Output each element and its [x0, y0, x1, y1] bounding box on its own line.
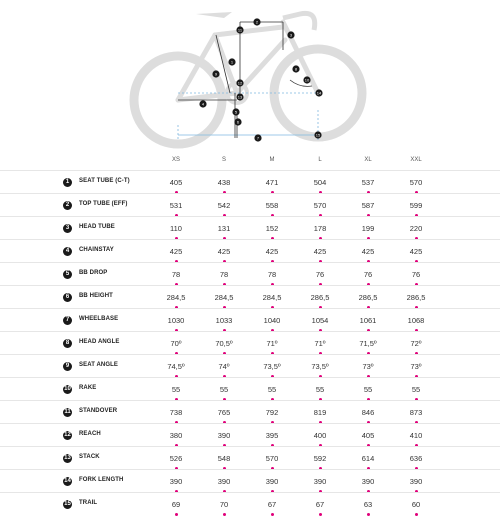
svg-text:3: 3 [289, 32, 293, 38]
size-header-xs: XS [171, 157, 180, 163]
table-row [0, 262, 500, 286]
cell-xl: 63 [363, 500, 373, 509]
cell-xs: 55 [171, 385, 181, 394]
cell-xl: 537 [361, 178, 375, 187]
table-row [0, 170, 500, 194]
cell-s: 765 [217, 408, 231, 417]
row-label: SEAT ANGLE [79, 362, 119, 368]
cell-l: 178 [313, 224, 327, 233]
table-row [0, 216, 500, 240]
cell-s: 390 [217, 477, 231, 486]
table-row [0, 492, 500, 516]
svg-text:12: 12 [237, 80, 243, 86]
cell-xl: 55 [363, 385, 373, 394]
cell-xxl: 286,5 [406, 293, 426, 302]
cell-m: 284,5 [262, 293, 282, 302]
cell-s: 438 [217, 178, 231, 187]
diagram-marker-1 [228, 58, 235, 65]
cell-l: 71º [314, 339, 326, 348]
cell-l: 55 [315, 385, 325, 394]
diagram-marker-8 [292, 65, 299, 72]
cell-xxl: 220 [409, 224, 423, 233]
cell-l: 504 [313, 178, 327, 187]
cell-s: 284,5 [214, 293, 234, 302]
row-number-badge: 11 [64, 409, 71, 415]
diagram-marker-9 [212, 70, 219, 77]
cell-m: 558 [265, 201, 279, 210]
cell-xl: 199 [361, 224, 375, 233]
size-header-m: M [269, 157, 275, 163]
cell-m: 73,5º [263, 362, 281, 371]
cell-xxl: 390 [409, 477, 423, 486]
cell-s: 425 [217, 247, 231, 256]
cell-l: 390 [313, 477, 327, 486]
cell-xxl: 60 [411, 500, 421, 509]
cell-xl: 71,5º [359, 339, 377, 348]
cell-l: 592 [313, 454, 327, 463]
cell-m: 71º [266, 339, 278, 348]
row-number-badge: 2 [63, 201, 72, 210]
cell-l: 286,5 [310, 293, 330, 302]
cell-m: 55 [267, 385, 277, 394]
svg-text:5: 5 [234, 109, 238, 115]
diagram-marker-15 [314, 131, 321, 138]
cell-m: 395 [265, 431, 279, 440]
row-number-badge: 12 [64, 432, 71, 438]
row-label: CHAINSTAY [79, 247, 114, 253]
row-label: FORK LENGTH [79, 477, 124, 483]
cell-m: 425 [265, 247, 279, 256]
cell-xxl: 55 [411, 385, 421, 394]
diagram-marker-4 [199, 100, 206, 107]
cell-xl: 846 [361, 408, 375, 417]
cell-m: 78 [267, 270, 277, 279]
row-label: RAKE [79, 385, 97, 391]
cell-xxl: 410 [409, 431, 423, 440]
saddle [196, 12, 232, 18]
row-label: BB DROP [79, 270, 108, 276]
cell-xs: 405 [169, 178, 183, 187]
cell-l: 819 [313, 408, 327, 417]
size-header-xxl: XXL [410, 157, 422, 163]
cell-l: 570 [313, 201, 327, 210]
cell-xl: 587 [361, 201, 375, 210]
cell-xxl: 76 [411, 270, 421, 279]
svg-text:13: 13 [237, 94, 243, 100]
cell-m: 1040 [263, 316, 281, 325]
diagram-marker-6 [234, 118, 241, 125]
diagram-marker-5 [232, 108, 239, 115]
row-label: SEAT TUBE (C-T) [79, 178, 130, 184]
diagram-marker-2 [253, 18, 260, 25]
table-row [0, 193, 500, 217]
cell-xxl: 72º [410, 339, 422, 348]
cell-xs: 110 [170, 224, 182, 233]
cell-xxl: 1068 [407, 316, 425, 325]
row-label: HEAD ANGLE [79, 339, 120, 345]
row-number-badge: 4 [63, 247, 72, 256]
svg-text:2: 2 [255, 19, 259, 25]
cell-xs: 74,5º [167, 362, 185, 371]
cell-l: 400 [313, 431, 327, 440]
svg-text:1: 1 [230, 59, 234, 65]
size-header-s: S [221, 157, 226, 163]
table-row [0, 446, 500, 470]
row-number-badge: 8 [63, 339, 72, 348]
cell-s: 548 [217, 454, 231, 463]
cell-xl: 405 [361, 431, 375, 440]
row-label: HEAD TUBE [79, 224, 115, 230]
cell-s: 70 [219, 500, 229, 509]
row-label: BB HEIGHT [79, 293, 113, 299]
cell-xl: 73º [362, 362, 374, 371]
cell-s: 390 [217, 431, 231, 440]
cell-xxl: 873 [409, 408, 423, 417]
cell-l: 73,5º [311, 362, 329, 371]
bike-silhouette [134, 12, 362, 144]
cell-s: 70,5º [215, 339, 233, 348]
svg-text:14: 14 [316, 90, 322, 96]
cell-xxl: 570 [409, 178, 423, 187]
cell-xs: 69 [171, 500, 181, 509]
cell-xxl: 73º [410, 362, 422, 371]
svg-text:10: 10 [304, 77, 310, 83]
diagram-marker-10 [303, 76, 310, 83]
svg-text:15: 15 [315, 132, 321, 138]
size-header-xl: XL [364, 157, 372, 163]
table-row [0, 331, 500, 355]
cell-s: 74º [218, 362, 230, 371]
cell-s: 78 [219, 270, 229, 279]
row-number-badge: 3 [63, 224, 72, 233]
svg-text:11: 11 [237, 27, 243, 33]
row-label: STACK [79, 454, 100, 460]
cell-xs: 70º [170, 339, 182, 348]
row-label: REACH [79, 431, 101, 437]
cell-xxl: 425 [409, 247, 423, 256]
cell-m: 792 [265, 408, 279, 417]
diagram-marker-13 [236, 93, 243, 100]
cell-xl: 286,5 [358, 293, 378, 302]
table-row [0, 354, 500, 378]
cell-l: 76 [315, 270, 325, 279]
diagram-marker-3 [287, 31, 294, 38]
row-label: TRAIL [79, 500, 98, 506]
row-label: TOP TUBE (EFF) [79, 201, 128, 207]
cell-xs: 526 [169, 454, 183, 463]
row-number-badge: 10 [64, 386, 71, 392]
cell-s: 55 [219, 385, 229, 394]
row-label: WHEELBASE [79, 316, 119, 322]
row-number-badge: 13 [64, 455, 71, 461]
size-header-l: L [318, 157, 322, 163]
cell-xxl: 636 [409, 454, 423, 463]
table-row [0, 400, 500, 424]
cell-m: 471 [265, 178, 279, 187]
cell-xl: 390 [361, 477, 375, 486]
cell-xxl: 599 [409, 201, 423, 210]
cell-l: 1054 [311, 316, 329, 325]
cell-xs: 738 [169, 408, 183, 417]
cell-s: 131 [217, 224, 231, 233]
svg-text:9: 9 [214, 71, 218, 77]
svg-text:7: 7 [256, 135, 260, 141]
table-row [0, 377, 500, 401]
cell-l: 425 [313, 247, 327, 256]
row-number-badge: 6 [63, 293, 72, 302]
diagram-marker-14 [315, 89, 322, 96]
row-number-badge: 15 [64, 501, 71, 507]
table-row [0, 469, 500, 493]
diagram-marker-12 [236, 79, 243, 86]
table-row [0, 308, 500, 332]
svg-text:6: 6 [236, 119, 240, 125]
cell-l: 67 [315, 500, 325, 509]
cell-xs: 1030 [167, 316, 185, 325]
cell-m: 152 [265, 224, 279, 233]
row-number-badge: 14 [64, 478, 71, 484]
cell-xs: 425 [169, 247, 183, 256]
bike-geometry-diagram [0, 0, 500, 150]
cell-xs: 284,5 [166, 293, 186, 302]
cell-m: 570 [265, 454, 279, 463]
row-number-badge: 5 [63, 270, 72, 279]
row-number-badge: 7 [63, 316, 72, 325]
row-label: STANDOVER [79, 408, 118, 414]
cell-xs: 78 [171, 270, 181, 279]
table-row [0, 423, 500, 447]
svg-text:4: 4 [201, 101, 205, 107]
cell-xs: 380 [169, 431, 183, 440]
table-row [0, 239, 500, 263]
svg-text:8: 8 [294, 66, 298, 72]
row-number-badge: 1 [63, 178, 72, 187]
table-row [0, 285, 500, 309]
diagram-marker-11 [236, 26, 243, 33]
cell-xl: 1061 [359, 316, 377, 325]
cell-m: 390 [265, 477, 279, 486]
row-number-badge: 9 [63, 362, 72, 371]
cell-xs: 390 [169, 477, 183, 486]
cell-s: 542 [217, 201, 231, 210]
cell-s: 1033 [215, 316, 233, 325]
cell-xl: 76 [363, 270, 373, 279]
diagram-marker-7 [254, 134, 261, 141]
cell-m: 67 [267, 500, 277, 509]
cell-xs: 531 [169, 201, 183, 210]
cell-xl: 425 [361, 247, 375, 256]
cell-xl: 614 [361, 454, 375, 463]
